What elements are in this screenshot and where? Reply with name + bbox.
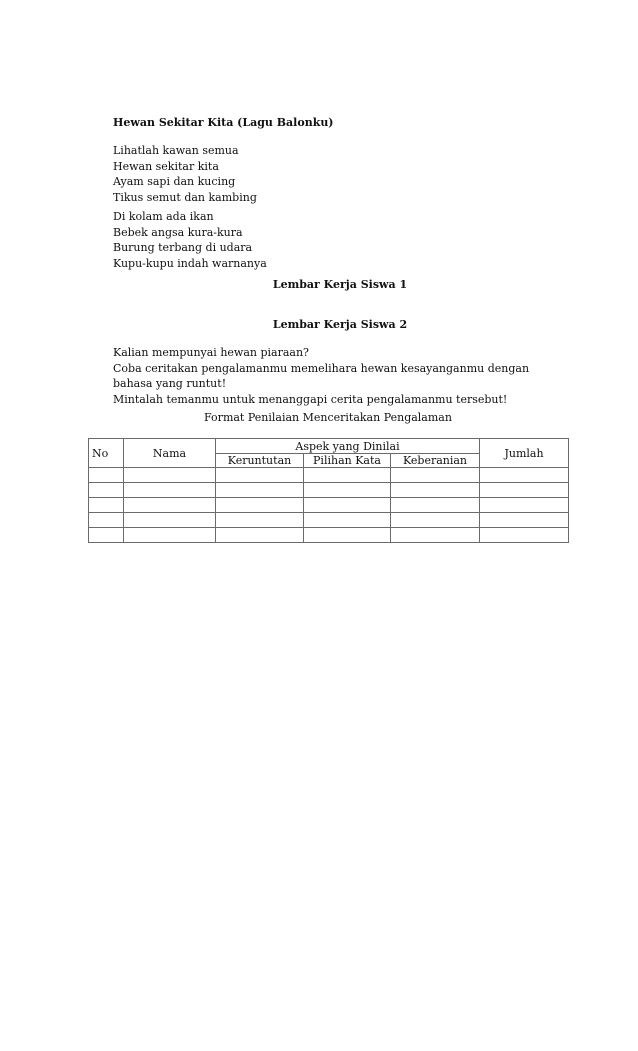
song-title: Hewan Sekitar Kita (Lagu Balonku) <box>113 116 334 129</box>
table-cell <box>216 498 304 513</box>
instruction-line: Coba ceritakan pengalamanmu memelihara hewan kesayanganmu dengan bahasa yang runtut! <box>113 361 530 390</box>
table-cell <box>124 513 216 528</box>
lyric-line: Lihatlah kawan semua <box>113 144 239 157</box>
table-row <box>89 483 569 498</box>
header-no: No <box>89 439 124 468</box>
table-row <box>89 528 569 543</box>
table-cell <box>304 513 391 528</box>
table-cell <box>216 483 304 498</box>
header-aspect-keruntutan: Keruntutan <box>216 454 304 468</box>
assessment-title: Format Penilaian Menceritakan Pengalaman <box>204 411 452 424</box>
worksheet-instructions <box>113 345 553 407</box>
lyric-line: Ayam sapi dan kucing <box>113 175 236 188</box>
instruction-line: Kalian mempunyai hewan piaraan? <box>113 346 309 359</box>
header-aspect-keberanian: Keberanian <box>391 454 480 468</box>
header-total: Jumlah <box>480 439 569 468</box>
lyric-line: Di kolam ada ikan <box>113 210 214 223</box>
table-cell <box>391 483 480 498</box>
table-cell <box>89 498 124 513</box>
lyric-line: Burung terbang di udara <box>113 241 253 254</box>
worksheet-1-title: Lembar Kerja Siswa 1 <box>272 278 408 291</box>
table-cell <box>480 528 569 543</box>
table-row <box>89 513 569 528</box>
lyric-line: Bebek angsa kura-kura <box>113 225 243 239</box>
lyric-line: Tikus semut dan kambing <box>113 190 257 204</box>
table-cell <box>304 528 391 543</box>
table-cell <box>304 498 391 513</box>
table-cell <box>216 513 304 528</box>
table-cell <box>124 468 216 483</box>
table-cell <box>304 483 391 498</box>
header-aspects-group: Aspek yang Dinilai <box>216 439 480 454</box>
table-row <box>89 498 569 513</box>
song-stanza-2 <box>113 209 267 271</box>
worksheet-2-title: Lembar Kerja Siswa 2 <box>272 318 408 331</box>
table-cell <box>89 483 124 498</box>
table-cell <box>216 468 304 483</box>
table-cell <box>124 498 216 513</box>
header-name: Nama <box>124 439 216 468</box>
table-cell <box>391 468 480 483</box>
table-cell <box>391 498 480 513</box>
table-cell <box>216 528 304 543</box>
table-cell <box>304 468 391 483</box>
table-cell <box>89 528 124 543</box>
assessment-table <box>88 438 569 543</box>
lyric-line: Hewan sekitar kita <box>113 159 219 173</box>
table-cell <box>89 513 124 528</box>
song-stanza-1 <box>113 143 257 205</box>
table-cell <box>124 483 216 498</box>
table-cell <box>480 513 569 528</box>
header-aspect-pilihan-kata: Pilihan Kata <box>304 454 391 468</box>
table-row <box>89 468 569 483</box>
table-cell <box>124 528 216 543</box>
table-cell <box>480 498 569 513</box>
table-cell <box>391 528 480 543</box>
instruction-line: Mintalah temanmu untuk menanggapi cerita pengalamanmu tersebut! <box>113 392 508 406</box>
lyric-line: Kupu-kupu indah warnanya <box>113 256 267 270</box>
table-cell <box>480 468 569 483</box>
table-cell <box>480 483 569 498</box>
table-cell <box>89 468 124 483</box>
table-cell <box>391 513 480 528</box>
